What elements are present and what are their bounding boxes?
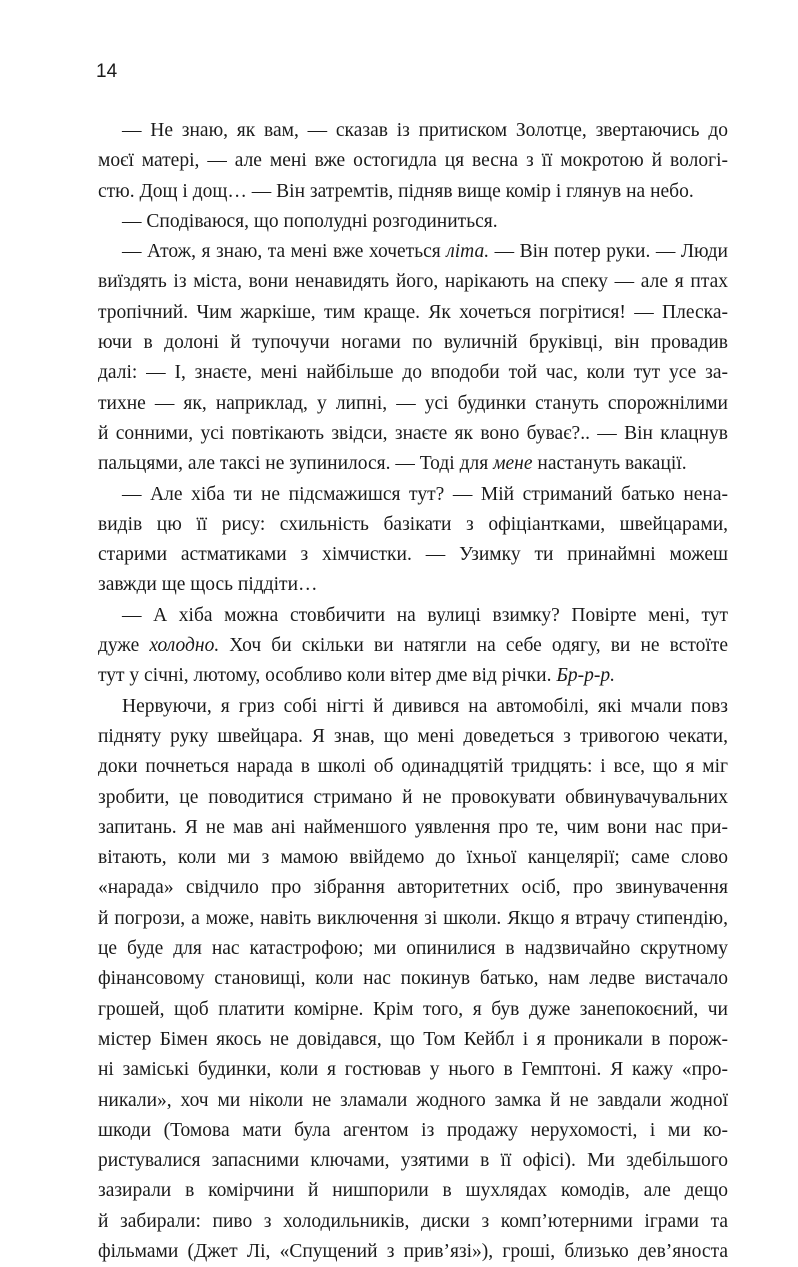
text-line xyxy=(98,692,728,722)
text-line xyxy=(98,298,728,328)
text-segment: вітають, коли ми з мамою ввійдемо до їхньої канцелярії; саме слово xyxy=(98,847,728,869)
italic-text: Бр-р-р. xyxy=(556,665,615,687)
text-line xyxy=(98,207,728,237)
text-segment: ні заміські будинки, коли я гостював у нього в Гемптоні. Я кажу «про- xyxy=(98,1059,728,1081)
text-segment: шкоди (Томова мати була агентом із продажу нерухомості, і ми ко- xyxy=(98,1119,728,1141)
text-line xyxy=(98,570,728,600)
text-line xyxy=(98,1237,728,1267)
text-segment: доки почнеться нарада в школі об одинадцятій тридцять: і все, що я міг xyxy=(98,756,728,778)
text-line xyxy=(98,904,728,934)
text-line xyxy=(98,783,728,813)
text-line xyxy=(98,237,728,267)
text-segment: запитань. Я не мав ані найменшого уявлення про те, чим вони нас при- xyxy=(98,816,728,838)
text-line xyxy=(98,1025,728,1055)
text-segment: й забирали: пиво з холодильників, диски з комп’ютерними іграми та xyxy=(98,1210,728,1232)
text-line xyxy=(98,934,728,964)
text-line xyxy=(98,873,728,903)
text-line xyxy=(98,631,728,661)
text-segment: настануть вакації. xyxy=(532,453,687,475)
text-line xyxy=(98,813,728,843)
text-segment: — Атож, я знаю, та мені вже хочеться xyxy=(122,241,447,263)
text-segment: тихне — як, наприклад, у липні, — усі будинки стануть спорожнілими xyxy=(98,392,728,414)
text-line xyxy=(98,1207,728,1237)
text-segment: — Він потер руки. — Люди xyxy=(489,241,728,263)
text-segment: виїздять із міста, вони ненавидять його, нарікають на спеку — але я птах xyxy=(98,271,728,293)
text-segment: зробити, це поводитися стримано й не провокувати обвинувачувальних xyxy=(98,786,728,808)
italic-text: літа. xyxy=(446,241,490,263)
text-line xyxy=(98,146,728,176)
text-line xyxy=(98,510,728,540)
italic-text: холодно. xyxy=(149,635,220,657)
text-segment: фінансовому становищі, коли нас покинув батько, нам ледве вистачало xyxy=(98,968,728,990)
text-segment: видів цю її рису: схильність базікати з офіціантками, швейцарами, xyxy=(98,513,728,535)
text-segment: тут у січні, лютому, особливо коли вітер дме від річки. xyxy=(98,665,557,687)
text-segment: — А хіба можна стовбичити на вулиці взимку? Повірте мені, тут xyxy=(122,604,728,626)
text-line xyxy=(98,1055,728,1085)
text-segment: ючи в долоні й тупочучи ногами по вуличній бруківці, він провадив xyxy=(98,332,728,354)
text-segment: далі: — І, знаєте, мені найбільше до вподоби той час, коли тут усе за- xyxy=(98,362,728,384)
text-segment: — Не знаю, як вам, — сказав із притиском Золотце, звертаючись до xyxy=(122,120,728,141)
text-line xyxy=(98,752,728,782)
text-line xyxy=(98,358,728,388)
text-segment: й погрози, а може, навіть виключення зі школи. Якщо я втрачу стипендію, xyxy=(98,907,728,929)
text-segment: це буде для нас катастрофою; ми опинилися в надзвичайно скрутному xyxy=(98,938,728,960)
text-segment: пальцями, але таксі не зупинилося. — Тоді для xyxy=(98,453,494,475)
text-segment: підняту руку швейцара. Я знав, що мені доведеться з тривогою чекати, xyxy=(98,725,728,747)
text-segment: містер Бімен якось не довідався, що Том Кейбл і я проникали в порож- xyxy=(98,1028,728,1050)
text-segment: грошей, щоб платити комірне. Крім того, я був дуже занепокоєний, чи xyxy=(98,998,728,1020)
text-line xyxy=(98,1176,728,1206)
text-line xyxy=(98,995,728,1025)
text-line xyxy=(98,480,728,510)
text-segment: завжди ще щось піддіти… xyxy=(98,574,318,596)
text-segment: — Сподіваюся, що пополудні розгодиниться. xyxy=(122,210,498,232)
text-line xyxy=(98,1086,728,1116)
text-segment: стю. Дощ і дощ… — Він затремтів, підняв вище комір і глянув на небо. xyxy=(98,180,694,202)
text-segment: тропічний. Чим жаркіше, тим краще. Як хочеться погрітися! — Плеска- xyxy=(98,301,728,323)
text-line xyxy=(98,601,728,631)
text-segment: — Але хіба ти не підсмажишся тут? — Мій стриманий батько нена- xyxy=(122,483,728,505)
italic-text: мене xyxy=(493,453,533,475)
text-line xyxy=(98,1146,728,1176)
text-line xyxy=(98,661,728,691)
text-segment: Нервуючи, я гриз собі нігті й дивився на автомобілі, які мчали повз xyxy=(122,695,728,717)
text-segment: зазирали в комірчини й нишпорили в шухлядах комодів, але дещо xyxy=(98,1180,728,1202)
text-line xyxy=(98,540,728,570)
text-line xyxy=(98,328,728,358)
text-line xyxy=(98,116,728,146)
text-segment: ристувалися запасними ключами, узятими в її офісі). Ми здебільшого xyxy=(98,1150,728,1172)
text-segment: дуже xyxy=(98,635,150,657)
text-line xyxy=(98,449,728,479)
text-line xyxy=(98,1116,728,1146)
text-line xyxy=(98,267,728,297)
text-line xyxy=(98,722,728,752)
text-segment: моєї матері, — але мені вже остогидла ця весна з її мокротою й вологі- xyxy=(98,150,728,172)
text-line xyxy=(98,964,728,994)
text-segment: Хоч би скільки ви натягли на себе одягу, ви не встоїте xyxy=(219,635,728,657)
text-line xyxy=(98,389,728,419)
text-segment: «нарада» свідчило про зібрання авторитетних осіб, про звинувачення xyxy=(98,877,728,899)
text-segment: старими астматиками з хімчистки. — Узимку ти принаймні можеш xyxy=(98,544,728,566)
page-number: 14 xyxy=(96,61,118,82)
body-text xyxy=(98,116,728,1267)
text-line xyxy=(98,177,728,207)
text-segment: й сонними, усі повтікають звідси, знаєте як воно буває?.. — Він клацнув xyxy=(98,422,728,444)
text-line xyxy=(98,843,728,873)
text-segment: никали», хоч ми ніколи не зламали жодного замка й не завдали жодної xyxy=(98,1089,728,1111)
text-segment: фільмами (Джет Лі, «Спущений з прив’язі»), гроші, близько дев’яноста xyxy=(98,1240,728,1262)
text-line xyxy=(98,419,728,449)
